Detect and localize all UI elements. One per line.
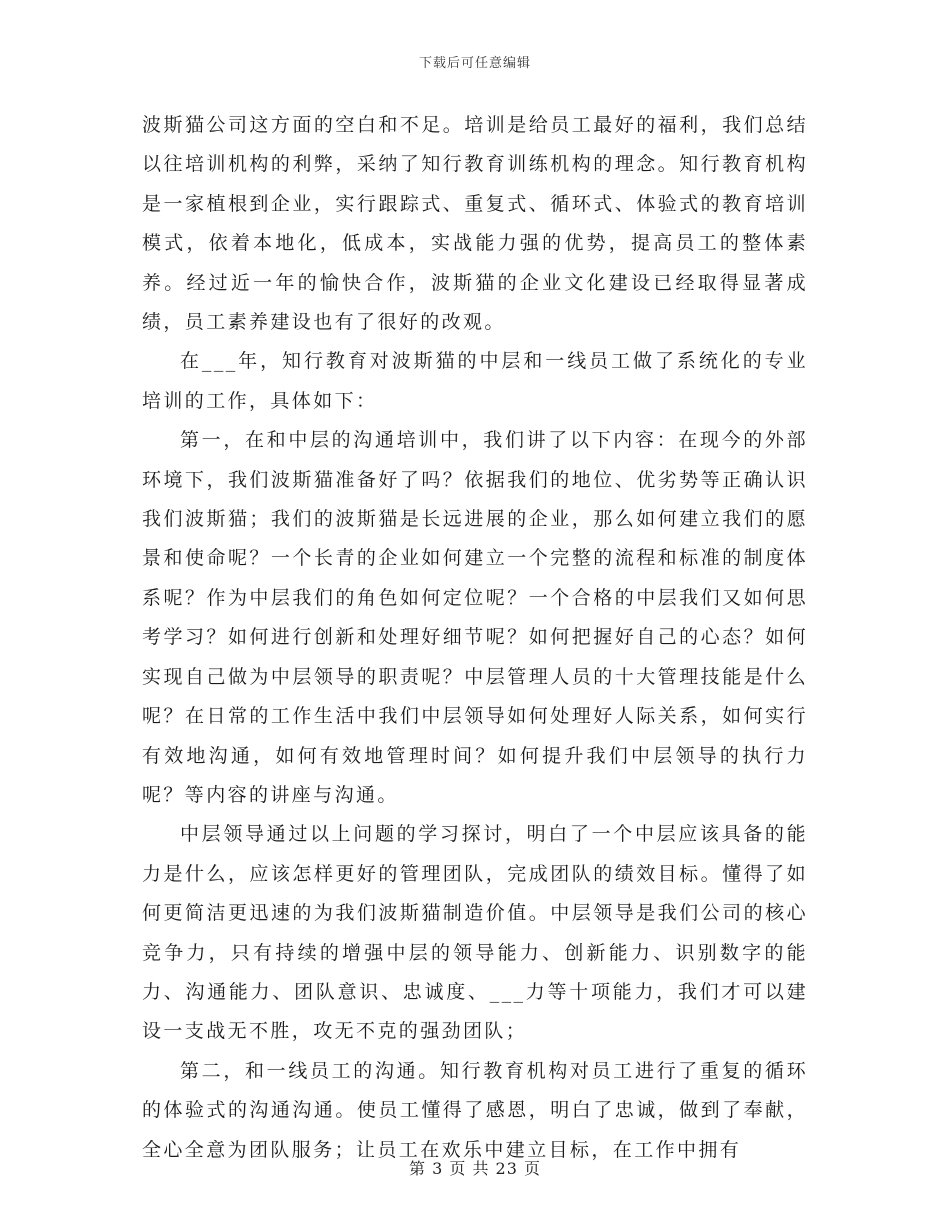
page-number-footer: 第 3 页 共 23 页 <box>409 1159 541 1178</box>
document-body <box>142 106 808 1170</box>
paragraph-4: 中层领导通过以上问题的学习探讨，明白了一个中层应该具备的能力是什么，应该怎样更好的管理团队，完成团队的绩效目标。懂得了如何更简洁更迅速的为我们波斯猫制造价值。中层领导是我们公司的核心竞争力，只有持续的增强中层的领导能力、创新能力、识别数字的能力、沟通能力、团队意识、忠诚度、___力等十项能力，我们才可以建设一支战无不胜，攻无不克的强劲团队； <box>142 823 808 1043</box>
paragraph-1: 波斯猫公司这方面的空白和不足。培训是给员工最好的福利，我们总结以往培训机构的利弊，采纳了知行教育训练机构的理念。知行教育机构是一家植根到企业，实行跟踪式、重复式、循环式、体验式的教育培训模式，依着本地化，低成本，实战能力强的优势，提高员工的整体素养。经过近一年的愉快合作，波斯猫的企业文化建设已经取得显著成绩，员工素养建设也有了很好的改观。 <box>142 114 808 334</box>
paragraph-2: 在___年，知行教育对波斯猫的中层和一线员工做了系统化的专业培训的工作，具体如下： <box>142 350 808 412</box>
page-header: 下载后可任意编辑 <box>418 56 531 71</box>
paragraph-5: 第二，和一线员工的沟通。知行教育机构对员工进行了重复的循环的体验式的沟通沟通。使员工懂得了感恩，明白了忠诚，做到了奉献，全心全意为团队服务；让员工在欢乐中建立目标，在工作中拥有 <box>142 1059 808 1161</box>
paragraph-3: 第一，在和中层的沟通培训中，我们讲了以下内容：在现今的外部环境下，我们波斯猫准备好了吗？依据我们的地位、优劣势等正确认识我们波斯猫；我们的波斯猫是长远进展的企业，那么如何建立我们的愿景和使命呢？一个长青的企业如何建立一个完整的流程和标准的制度体系呢？作为中层我们的角色如何定位呢？一个合格的中层我们又如何思考学习？如何进行创新和处理好细节呢？如何把握好自己的心态？如何实现自己做为中层领导的职责呢？中层管理人员的十大管理技能是什么呢？在日常的工作生活中我们中层领导如何处理好人际关系，如何实行有效地沟通，如何有效地管理时间？如何提升我们中层领导的执行力呢？等内容的讲座与沟通。 <box>142 429 808 806</box>
